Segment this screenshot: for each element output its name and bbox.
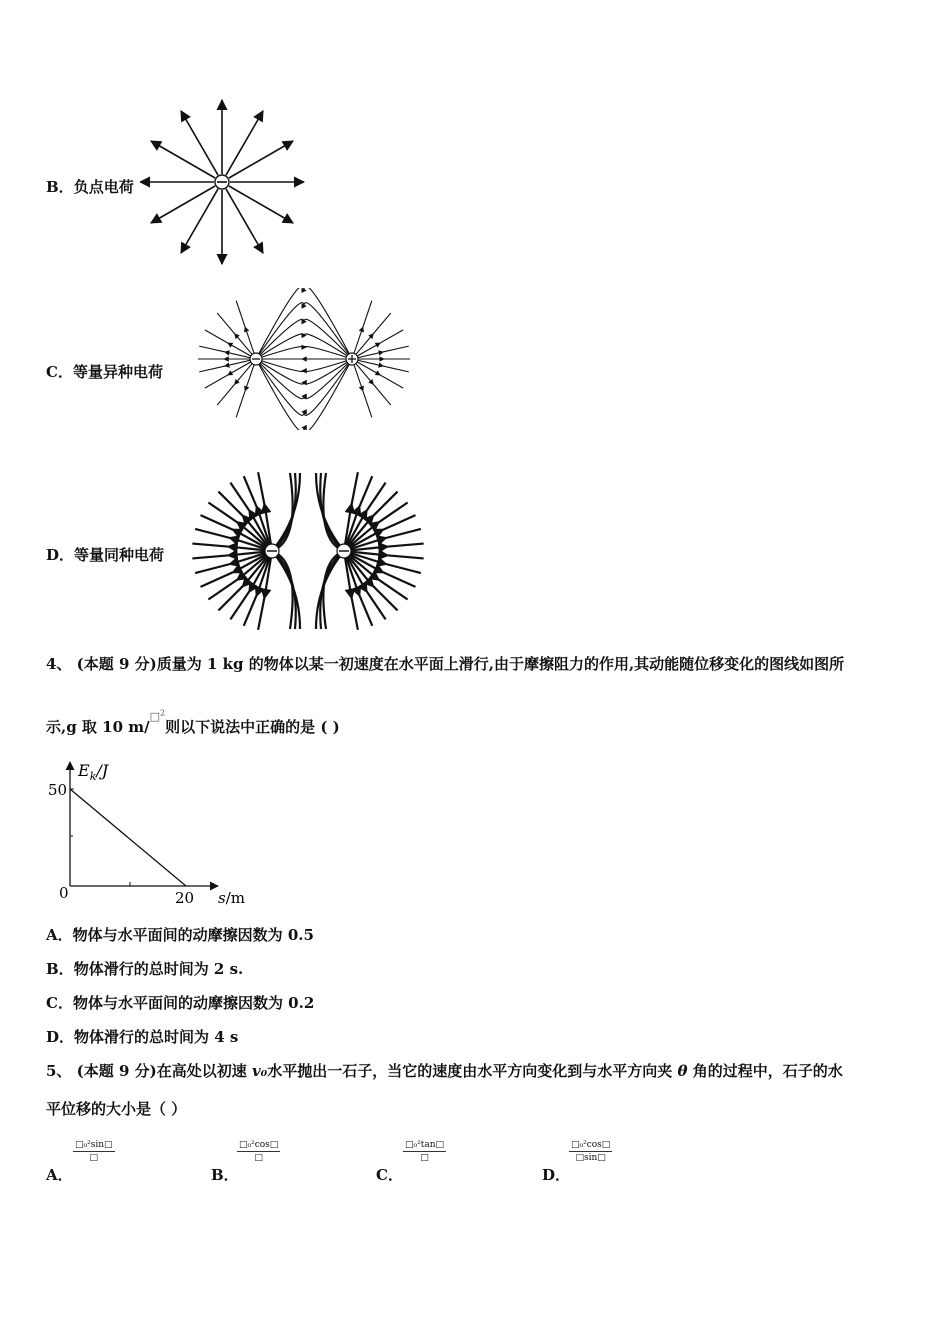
option-letter: C． [46, 363, 73, 381]
field-line [352, 359, 391, 405]
field-line [352, 346, 409, 359]
q4-option-b [46, 958, 243, 979]
field-line [208, 502, 272, 551]
field-line [205, 330, 256, 359]
field-line [256, 288, 352, 359]
ek-s-graph [40, 756, 250, 912]
option-letter: C． [46, 994, 73, 1012]
field-line [217, 313, 256, 359]
field-line [181, 189, 218, 253]
origin-label: 0 [59, 884, 69, 902]
y-axis-label: $E_k/J$ [78, 761, 109, 783]
field-line [256, 359, 352, 415]
field-line [344, 551, 408, 600]
x-axis-label: s/m [218, 889, 245, 907]
q4-stem-text-b: 则以下说法中正确的是 ( ) [165, 718, 340, 736]
q4-option-c [46, 992, 314, 1013]
q5-option-d-fraction: $\frac{\text{□₀²cos□}}{□\sin□}$ [571, 1140, 611, 1163]
option-letter: B． [46, 960, 74, 978]
q5-option-b-letter: B． [211, 1166, 239, 1184]
field-line [352, 301, 372, 359]
q4-stem-line1: 4、 (本题 9 分)质量为 1 kg 的物体以某一初速度在水平面上滑行,由于摩擦阻力的作用,其动能随位移变化的图线如图所 [46, 655, 845, 673]
q4-stem-text-a: 示,g 取 10 m/ [46, 718, 150, 736]
field-line [226, 189, 263, 253]
field-line [352, 313, 391, 359]
field-line [344, 502, 408, 551]
field-line [226, 111, 263, 175]
field-line [256, 359, 352, 372]
ek-line [70, 789, 186, 886]
field-line [151, 141, 215, 178]
q4-stem-line2 [46, 708, 340, 737]
field-line [151, 186, 215, 223]
option-letter: D． [46, 546, 75, 564]
x-tick-label: 20 [175, 889, 195, 907]
q4-option-a [46, 924, 314, 945]
field-line [352, 359, 372, 417]
v0-symbol: v₀ [251, 1062, 268, 1080]
q5-stem-line1: 5、 (本题 9 分)在高处以初速 v₀水平抛出一石子，当它的速度由水平方向变化到与水平方向夹 θ 角的过程中，石子的水 [46, 1062, 843, 1080]
field-line [205, 359, 256, 388]
field-line [208, 551, 272, 600]
field-line [181, 111, 218, 175]
field-line [256, 303, 352, 359]
field-line [352, 330, 403, 359]
option-letter: B． [46, 178, 74, 196]
option-c-row [46, 361, 163, 382]
field-line [352, 359, 409, 372]
field-line [229, 141, 293, 178]
q5-option-b-fraction: □₀²cos□ □ [239, 1140, 279, 1163]
field-line [256, 346, 352, 359]
option-letter: A． [46, 926, 73, 944]
option-d-row [46, 544, 164, 565]
negative-point-charge-figure [140, 98, 310, 268]
q4-option-d [46, 1026, 238, 1047]
q5-option-c-fraction: □₀²tan□ □ [405, 1140, 445, 1163]
option-text: 物体与水平面间的动摩擦因数为 0.5 [72, 926, 314, 944]
field-line [352, 359, 403, 388]
q4-unit-placeholder: □2 [149, 708, 166, 723]
q5-option-d-letter: D． [542, 1166, 571, 1184]
like-charges-field-figure [188, 466, 432, 630]
field-line [236, 301, 256, 359]
field-line [229, 186, 293, 223]
q5-option-a-letter: A． [46, 1166, 73, 1184]
option-b-row [46, 176, 134, 197]
field-line [199, 359, 256, 372]
y-tick-label: 50 [48, 781, 68, 799]
option-text: 物体与水平面间的动摩擦因数为 0.2 [72, 994, 315, 1012]
option-text: 等量同种电荷 [74, 546, 165, 564]
field-line [236, 359, 256, 417]
q5-option-c-letter: C． [376, 1166, 403, 1184]
q5-option-a-fraction: □₀²sin□ □ [75, 1140, 113, 1163]
q5-stem-line2: 平位移的大小是（ ） [46, 1100, 187, 1118]
theta-symbol: θ [677, 1062, 688, 1080]
option-text: 物体滑行的总时间为 2 s. [73, 960, 244, 978]
field-line [199, 346, 256, 359]
field-line [217, 359, 256, 405]
option-text: 等量异种电荷 [72, 363, 163, 381]
option-text: 负点电荷 [73, 178, 134, 196]
opposite-charges-field-figure [188, 288, 428, 430]
field-line [256, 359, 352, 430]
option-letter: D． [46, 1028, 75, 1046]
option-text: 物体滑行的总时间为 4 s [74, 1028, 239, 1046]
